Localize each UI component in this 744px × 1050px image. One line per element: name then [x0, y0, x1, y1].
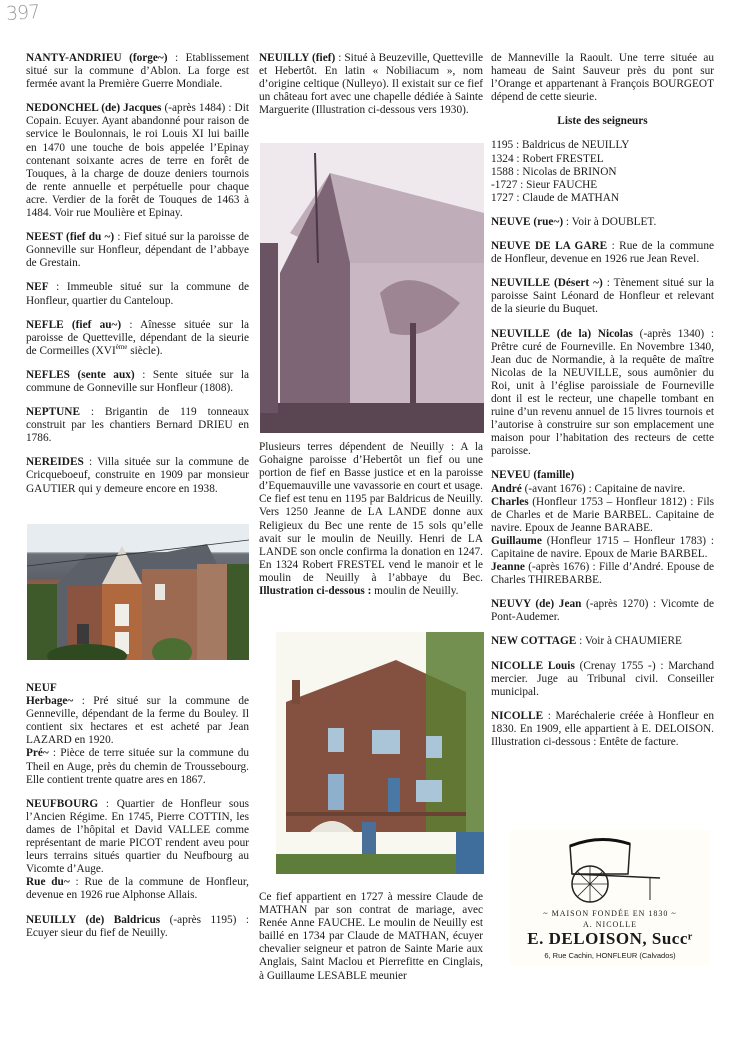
- entry-neuf-herbage: Herbage~ : Pré situé sur la commune de Genneville, dépendant de la ferme du Bouley. Il contient six hectares et est acheté par Jean LAZARD en 1920.: [26, 695, 249, 747]
- entry-neveu-andre: André (-avant 1676) : Capitaine de navire.: [491, 482, 686, 495]
- chapel-illustration-icon: [260, 143, 484, 433]
- entry-nefles: NEFLES (sente aux) : Sente située sur la commune de Gonneville sur Honfleur (1808).: [26, 368, 250, 394]
- neveu-heading: NEVEU (famille): [491, 469, 575, 482]
- invoice-founded-line: ~ MAISON FONDÉE EN 1830 ~: [543, 909, 677, 918]
- column-2: [259, 52, 483, 128]
- invoice-nicolle-line: A. NICOLLE: [583, 920, 637, 929]
- entry-nanty-andrieu: NANTY-ANDRIEU (forge~) : Etablissement situé sur la commune d’Ablon. La forge est fermée avant la Première Guerre Mondiale.: [26, 52, 249, 91]
- entry-nereides: NEREIDES : Villa située sur la commune de Cricqueboeuf, construite en 1909 par monsieur GAUTIER qui y demeure encore en 1938.: [26, 456, 249, 495]
- photo-moulin-neuilly: [276, 632, 484, 874]
- column-2-middle: [259, 441, 483, 609]
- entry-neveu-guillaume: Guillaume (Honfleur 1715 – Honfleur 1783) : Capitaine de navire. Epoux de Marie BARBEL.: [491, 534, 714, 560]
- entry-nefle: NEFLE (fief au~) : Aînesse située sur la paroisse de Quetteville, dépendant de la sieurie de Cormeilles (XVIème siècle).: [26, 318, 249, 357]
- seigneurs-title: Liste des seigneurs: [557, 115, 648, 128]
- entry-neuilly-baldricus: NEUILLY (de) Baldricus (-après 1195) : Ecuyer sieur du fief de Neuilly.: [26, 913, 249, 939]
- paragraph-manneville: de Manneville la Raoult. Une terre située au hameau de Saint Sauveur près du pont sur l’Orange et appartenant à François BOURGEOT dépend de cette sieurie.: [491, 52, 714, 104]
- seigneur-item: 1195 : Baldricus de NEUILLY: [491, 139, 630, 152]
- photo-villa-nereides: [27, 524, 249, 660]
- seigneur-item: -1727 : Sieur FAUCHE: [491, 178, 598, 191]
- paragraph-neuilly-mathan: Ce fief appartient en 1727 à messire Claude de MATHAN par son contrat de mariage, avec Renée Anne FAUCHE. Le moulin de Neuilly est baillé en 1734 par Claude de MATHAN, écuyer chevalier seigneur et patron de Sainte Marie aux Anglais, Saint Maclou et Pierrefitte en Cinglais, à Guillaume LESABLE meunier: [259, 891, 483, 982]
- entry-neuilly-fief: NEUILLY (fief) : Situé à Beuzeville, Quetteville et Hebertôt. En latin « Nobiliacum », nom d’origine celtique (Nulleyo). Il existait sur ce fief un château fort avec une chapelle dédiée à Sainte Marguerite (Illustration ci-dessous vers 1930).: [259, 52, 483, 117]
- column-1: [26, 52, 249, 507]
- paragraph-neuilly-terres: Plusieurs terres dépendent de Neuilly : A la Gohaigne paroisse d’Hebertôt un fief ou une portion de fief en Basse justice et en la paroisse d’Equemauville une vavassorie en court et usage. Ce fief est tenu en 1195 par Baldricus de Neuilly. Vers 1250 Jeanne de LA LANDE donne aux Religieux du Bec une rente de 15 sols qu’elle avait sur le moulin de Neuilly. Henri de LA LANDE son oncle confirma la donation en 1247. En 1324 Robert FRESTEL vend le manoir et le moulin de Neuilly à l’abbaye du Bec. Illustration ci-dessous : moulin de Neuilly.: [259, 441, 483, 598]
- entry-neuville-nicolas: NEUVILLE (de la) Nicolas (-après 1340) : Prêtre curé de Fourneville. En Novembre 1340, Jean duc de Normandie, à la requête de maître Nicolas de la NEUVILLE, sous aumônier du Roi, unit à l’église paroissiale de Fourneville dont il est le recteur, une chapelle tombant en ruine d’un revenu annuel de 15 livres tournois et l’autorise à construire sur son emplacement une maison pour l’habitation des recteurs de cette paroisse.: [491, 327, 714, 458]
- invoice-deloison-title: E. DELOISON, Succʳ: [527, 929, 693, 948]
- entry-nicolle-louis: NICOLLE Louis (Crenay 1755 -) : Marchand mercier. Juge au Tribunal civil. Conseiller municipal.: [491, 659, 714, 698]
- seigneur-item: 1588 : Nicolas de BRINON: [491, 165, 617, 178]
- photo-chapelle-neuilly: [260, 143, 484, 433]
- entry-neuville-desert: NEUVILLE (Désert ~) : Tènement situé sur la paroisse Saint Léonard de Honfleur et relevant de la sieurie du Buquet.: [491, 277, 714, 316]
- villa-illustration-icon: [27, 524, 249, 660]
- column-3: [491, 52, 714, 760]
- column-2-lower: [259, 891, 483, 994]
- entry-nicolle-marechalerie: NICOLLE : Maréchalerie créée à Honfleur en 1830. En 1909, elle appartient à E. DELOISON. Illustration ci-dessous : Entête de facture.: [491, 709, 714, 749]
- page-number: 397: [5, 0, 40, 26]
- entry-neufbourg-rue: Rue du~ : Rue de la commune de Honfleur, devenue en 1926 rue Alphonse Allais.: [26, 876, 249, 902]
- carriage-icon: [550, 834, 670, 906]
- entry-nef: NEF : Immeuble situé sur la commune de Honfleur, quartier du Canteloup.: [26, 281, 249, 307]
- entry-neufbourg: NEUFBOURG : Quartier de Honfleur sous l’Ancien Régime. En 1745, Pierre COTTIN, les dames de l’hôpital et David VALLEE comme représentant de marie PICOT rendent aveu pour leurs terrains situés quartier du Neufbourg au Vicomte d’Auge.: [26, 797, 249, 876]
- entry-new-cottage: NEW COTTAGE : Voir à CHAUMIERE: [491, 635, 682, 648]
- entry-neveu-jeanne: Jeanne (-après 1676) : Fille d’André. Epouse de Charles THIREBARBE.: [491, 561, 714, 587]
- entry-neveu-charles: Charles (Honfleur 1753 – Honfleur 1812) : Fils de Charles et de Marie BARBEL. Capitaine de navire. Epoux de Jeanne BARABE.: [491, 495, 714, 534]
- entry-neptune: NEPTUNE : Brigantin de 119 tonneaux construit par les chantiers Bernard DRIEU en 1786.: [26, 406, 249, 445]
- invoice-header-deloison: [510, 830, 710, 965]
- entry-neuve-rue: NEUVE (rue~) : Voir à DOUBLET.: [491, 215, 657, 228]
- mill-illustration-icon: [276, 632, 484, 874]
- entry-neuvy: NEUVY (de) Jean (-après 1270) : Vicomte de Pont-Audemer.: [491, 598, 715, 624]
- seigneur-item: 1727 : Claude de MATHAN: [491, 191, 620, 204]
- seigneur-item: 1324 : Robert FRESTEL: [491, 152, 604, 165]
- entry-neest: NEEST (fief du ~) : Fief situé sur la paroisse de Gonneville sur Honfleur, dépendant de l’abbaye de Grestain.: [26, 231, 249, 270]
- seigneurs-list: [491, 139, 714, 204]
- entry-neuve-gare: NEUVE DE LA GARE : Rue de la commune de Honfleur, devenue en 1926 rue Jean Revel.: [491, 240, 714, 266]
- invoice-address: 6, Rue Cachin, HONFLEUR (Calvados): [544, 951, 676, 960]
- column-1-lower: [26, 682, 249, 951]
- entry-nedonchel: NEDONCHEL (de) Jacques (-après 1484) : Dit Copain. Ecuyer. Ayant abandonné pour raison de service le Boulonnais, le roi Louis XI lui baille en 1470 une touche de bois appelée l’Epinay contenant soixante acres de terre en forêt de Touques, à la charge de douze deniers tournois de rente annuelle et perpétuelle pour chaque acre. Verdier de la forêt de Touques de 1463 à 1484. Voir rue Moulière et Epinay.: [26, 102, 249, 220]
- neuf-heading: NEUF: [26, 682, 57, 694]
- entry-neuf-pre: Pré~ : Pièce de terre située sur la commune du Theil en Auge, près du chemin de Troussebourg. Elle contient trente quatre ares en 1867.: [26, 747, 249, 786]
